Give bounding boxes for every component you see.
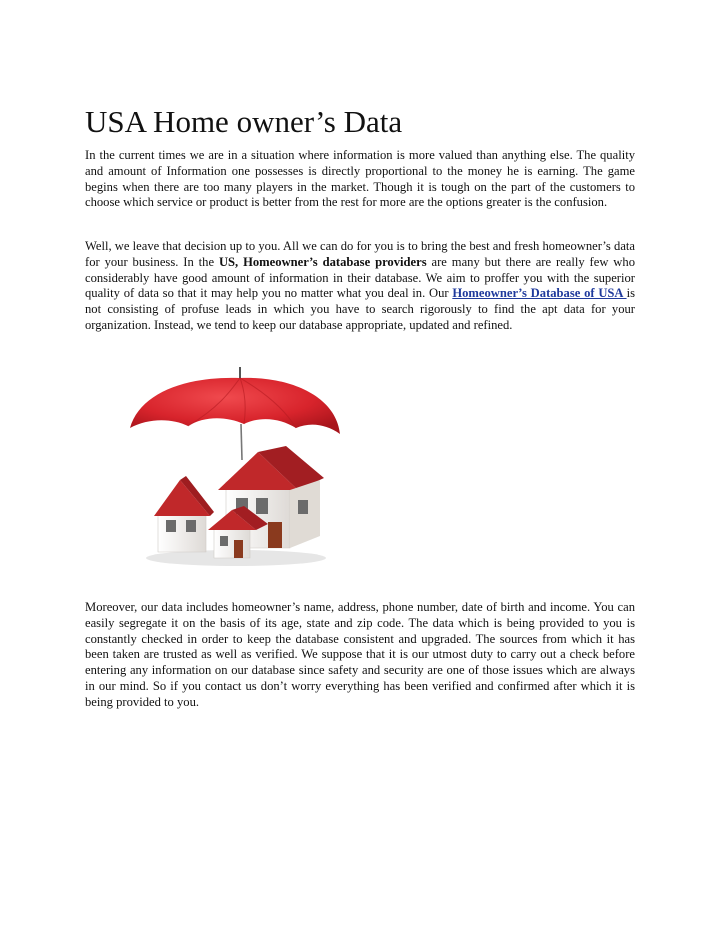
paragraph-providers-text-2: are many but there are really few who considerably have good amount of information in their database. We aim to proffer you with the superior quality of data so that it may help you no matter what you deal in. Our [85,254,635,301]
paragraph-data-details: Moreover, our data includes homeowner’s name, address, phone number, date of birth and income. You can easily segregate it on the basis of its age, state and zip code. The data which is being provided to you is constantly checked in order to keep the database consistent and upgraded. The sources from which it has been taken are trusted as well as verified. We suppose that it is our utmost duty to carry out a check before entering any information on our database since safety and security are one of those issues which are always in our mind. So if you contact us don’t worry everything has been verified and confirmed after which it is being provided to you. [85,600,635,709]
paragraph-providers-text-1: Well, we leave that decision up to you. All we can do for you is to bring the best and fresh homeowner’s data for your business. In the [85,239,635,269]
homeowner-database-link[interactable]: Homeowner’s Database of USA [452,286,627,301]
paragraph-providers [85,239,635,334]
paragraph-providers-text-3: is not consisting of profuse leads in which you have to search rigorously to find the apt data for your organization. Instead, we tend to keep our database appropriate, updated and refined. [85,286,635,332]
paragraph-intro: In the current times we are in a situation where information is more valued than anything else. The quality and amount of Information one possesses is directly proportional to the money he is earning. The game begins when there are too many players in the market. Though it is tough on the part of the customers to choose which service or product is better from the rest for more are the options greater is the confusion. [85,148,635,210]
umbrella-over-houses-icon [118,362,348,568]
page-title: USA Home owner’s Data [85,104,403,139]
providers-bold-phrase: US, Homeowner’s database providers [218,254,427,269]
